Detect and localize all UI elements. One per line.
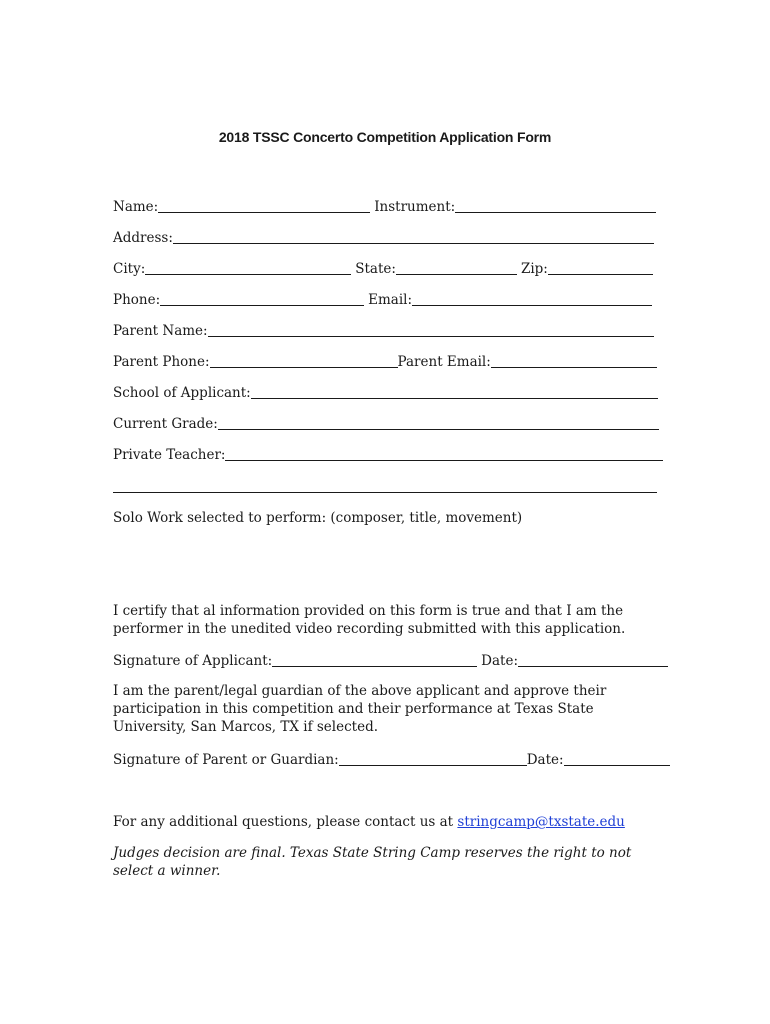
teacher-row: [113, 444, 663, 464]
parent-email-label: Parent Email:: [397, 354, 491, 370]
phone-email-row: [113, 289, 652, 309]
parent-signature-row: [113, 749, 670, 769]
form-title: 2018 TSSC Concerto Competition Application Form: [218, 129, 552, 145]
address-row: [113, 227, 654, 247]
address-label: Address:: [113, 230, 173, 246]
city-state-zip-row: [113, 258, 653, 278]
parent-phone-field[interactable]: [210, 367, 398, 368]
address-field[interactable]: [173, 243, 654, 244]
contact-prefix: For any additional questions, please contact us at: [113, 814, 458, 830]
school-field[interactable]: [251, 398, 658, 399]
applicant-signature-label: Signature of Applicant:: [113, 653, 273, 669]
grade-field[interactable]: [218, 429, 659, 430]
teacher-label: Private Teacher:: [113, 447, 226, 463]
applicant-signature-row: [113, 650, 668, 670]
solo-work-label: Solo Work selected to perform: (composer, title, movement): [113, 510, 523, 526]
zip-label: Zip:: [520, 261, 548, 277]
parent-signature-label: Signature of Parent or Guardian:: [113, 752, 339, 768]
certify-statement: I certify that al information provided on this form is true and that I am the performer in the unedited video recording submitted with this application.: [113, 603, 626, 637]
school-label: School of Applicant:: [113, 385, 251, 401]
instrument-field[interactable]: [455, 212, 656, 213]
parent-email-field[interactable]: [491, 367, 657, 368]
applicant-date-field[interactable]: [518, 666, 668, 667]
parent-date-label: Date:: [526, 752, 564, 768]
school-row: [113, 382, 658, 402]
parent-name-row: [113, 320, 654, 340]
email-field[interactable]: [412, 305, 652, 306]
parent-phone-email-row: [113, 351, 657, 371]
parent-date-field[interactable]: [564, 765, 670, 766]
parent-signature-field[interactable]: [339, 765, 527, 766]
instrument-label: Instrument:: [374, 199, 456, 215]
phone-field[interactable]: [160, 305, 364, 306]
applicant-date-label: Date:: [481, 653, 519, 669]
teacher-extra-line[interactable]: [113, 492, 657, 493]
grade-label: Current Grade:: [113, 416, 218, 432]
city-label: City:: [113, 261, 146, 277]
name-field[interactable]: [158, 212, 370, 213]
guardian-statement: I am the parent/legal guardian of the above applicant and approve their participation in this competition and their performance at Texas State University, San Marcos, TX if selected.: [113, 683, 607, 735]
parent-name-field[interactable]: [208, 336, 654, 337]
name-label: Name:: [113, 199, 159, 215]
grade-row: [113, 413, 659, 433]
state-field[interactable]: [396, 274, 517, 275]
name-instrument-row: [113, 196, 656, 216]
contact-line: [113, 813, 658, 831]
phone-label: Phone:: [113, 292, 161, 308]
parent-phone-label: Parent Phone:: [113, 354, 210, 370]
teacher-field[interactable]: [225, 460, 663, 461]
city-field[interactable]: [145, 274, 351, 275]
contact-email-link[interactable]: stringcamp@txstate.edu: [457, 814, 625, 830]
email-label: Email:: [368, 292, 413, 308]
disclaimer: Judges decision are final. Texas State String Camp reserves the right to not select a winner.: [113, 845, 632, 879]
state-label: State:: [355, 261, 396, 277]
parent-name-label: Parent Name:: [113, 323, 208, 339]
applicant-signature-field[interactable]: [272, 666, 477, 667]
zip-field[interactable]: [548, 274, 653, 275]
